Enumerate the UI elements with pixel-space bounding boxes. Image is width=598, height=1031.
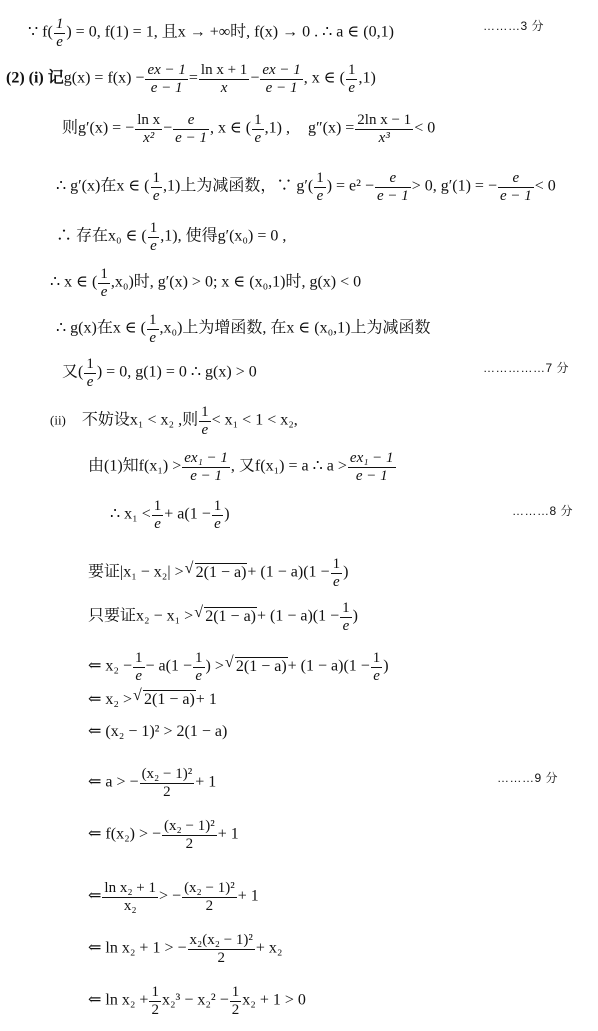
fraction	[314, 170, 326, 204]
numerator: 1	[342, 600, 350, 616]
sqrt	[226, 657, 288, 675]
line-17	[88, 766, 216, 800]
text: )	[224, 505, 230, 523]
fraction	[145, 62, 187, 96]
denominator: e	[316, 187, 324, 204]
fraction	[182, 450, 230, 484]
line-6	[50, 266, 361, 300]
fraction	[348, 450, 396, 484]
text: ) = 0, f(1) = 1, 且x → +∞时, f(x) → 0 . ∴ a ∈ (0,1)	[66, 23, 394, 41]
line-4	[56, 170, 556, 204]
text: ,1)上为减函数，∵ g′(	[163, 177, 314, 195]
text: x₂ + 1 > 0	[242, 991, 306, 1009]
radicand: 2(1 − a)	[235, 657, 287, 675]
numerator: 1	[347, 62, 356, 78]
line-7	[56, 312, 431, 346]
numerator: 1	[195, 650, 203, 666]
fraction	[375, 170, 411, 204]
text: ∴ x ∈ (	[50, 273, 98, 291]
fraction	[212, 498, 224, 532]
denominator: 2	[185, 835, 194, 852]
text: )	[352, 607, 358, 625]
line-1	[28, 16, 394, 50]
fraction	[102, 880, 158, 914]
fraction	[54, 16, 66, 50]
line-9	[50, 404, 298, 438]
text: ,x₀)上为增函数, 在x ∈ (x₀,1)上为减函数	[159, 319, 431, 337]
fraction	[188, 932, 255, 966]
denominator: x²	[143, 129, 155, 146]
text: g″(x) =	[307, 119, 355, 137]
text: ⇐ ln x₂ + 1 > −	[88, 939, 187, 957]
numerator: ln x	[137, 112, 161, 128]
section-label: (2) (i) 记	[6, 69, 64, 87]
denominator: e	[149, 329, 157, 346]
denominator: e − 1	[499, 187, 532, 204]
denominator: e	[342, 617, 350, 634]
radicand: 2(1 − a)	[205, 607, 256, 625]
numerator: 1	[152, 170, 161, 186]
line-8	[62, 356, 257, 390]
denominator: e − 1	[175, 129, 207, 146]
text: 只要证x₂ − x₁ >	[88, 607, 194, 625]
fraction	[340, 600, 352, 634]
numerator: ex − 1	[262, 62, 301, 78]
denominator: e − 1	[190, 467, 222, 484]
text: )	[383, 657, 389, 675]
numerator: e	[375, 170, 411, 188]
numerator: e	[498, 170, 534, 188]
denominator: e	[135, 667, 143, 684]
score-mark-7: ……………7 分	[483, 361, 570, 375]
numerator: 2ln x − 1	[357, 112, 412, 128]
numerator: ln x₂ + 1	[104, 880, 157, 896]
denominator: e	[56, 33, 63, 50]
numerator: (x₂ − 1)²	[141, 766, 193, 782]
fraction	[331, 556, 343, 590]
text: ∴ g(x)在x ∈ (	[56, 319, 147, 337]
text: ) >	[205, 657, 224, 675]
line-13	[88, 600, 358, 634]
fraction	[346, 62, 358, 96]
text: ⇐ ln x₂ +	[88, 991, 149, 1009]
denominator: e	[348, 79, 356, 96]
numerator: ex − 1	[147, 62, 186, 78]
numerator: 1	[149, 220, 158, 236]
text: x₂³ − x₂² −	[161, 991, 229, 1009]
fraction	[151, 170, 163, 204]
denominator: 2	[163, 783, 171, 800]
numerator: 1	[254, 112, 262, 128]
denominator: x₂	[123, 897, 137, 914]
fraction	[84, 356, 96, 390]
line-14	[88, 650, 389, 684]
denominator: x³	[378, 129, 390, 146]
text: 又(	[62, 363, 84, 381]
fraction	[162, 818, 217, 852]
numerator: x₂(x₂ − 1)²	[189, 932, 253, 948]
numerator: 1	[316, 170, 324, 186]
text: 则g′(x) = −	[62, 119, 135, 137]
denominator: e − 1	[355, 467, 388, 484]
text: ⇐ x₂ −	[88, 657, 133, 675]
denominator: e	[150, 237, 157, 254]
denominator: e	[195, 667, 203, 684]
text: < 0	[534, 177, 556, 195]
text: + 1	[195, 773, 217, 791]
text: =	[188, 69, 198, 87]
text: < 0	[414, 119, 436, 137]
sqrt	[195, 607, 257, 625]
subsection-label: (ii)	[50, 412, 66, 428]
numerator: ex₁ − 1	[349, 450, 394, 466]
text: g(x) = f(x) −	[63, 69, 145, 87]
fraction	[147, 312, 159, 346]
text: ,x₀)时, g′(x) > 0; x ∈ (x₀,1)时, g(x) < 0	[110, 273, 362, 291]
numerator: 1	[153, 498, 162, 514]
numerator: 1	[372, 650, 381, 666]
fraction	[498, 170, 534, 204]
fraction	[230, 984, 242, 1018]
text: ⇐ x₂ >	[88, 691, 133, 708]
line-19	[88, 880, 259, 914]
numerator: (x₂ − 1)²	[184, 880, 235, 896]
numerator: 1	[149, 312, 157, 328]
score-mark-9: ………9 分	[497, 771, 559, 785]
fraction	[252, 112, 264, 146]
text: 要证|x₁ − x₂| >	[88, 563, 184, 581]
text: + 1	[195, 691, 217, 708]
line-5	[56, 220, 286, 254]
numerator: ex₁ − 1	[184, 450, 228, 466]
fraction	[140, 766, 195, 800]
text: ,1)	[358, 69, 376, 87]
numerator: 1	[151, 984, 159, 1000]
denominator: e	[254, 129, 262, 146]
text: ∴ g′(x)在x ∈ (	[56, 177, 150, 195]
fraction	[355, 112, 413, 146]
line-20	[88, 932, 283, 966]
fraction	[135, 112, 162, 146]
line-2	[6, 62, 376, 96]
denominator: 2	[151, 1001, 159, 1018]
denominator: e − 1	[376, 187, 409, 204]
text: ,1) ,	[264, 119, 290, 137]
text: ∵ f(	[28, 23, 53, 41]
text: ∴ x₁ <	[110, 505, 151, 523]
fraction	[173, 112, 209, 146]
denominator: e	[152, 187, 160, 204]
fraction	[148, 220, 160, 254]
text: ⇐ a > −	[88, 773, 139, 791]
text: ) = 0, g(1) = 0 ∴ g(x) > 0	[96, 363, 257, 381]
numerator: ln x + 1	[200, 62, 248, 78]
denominator: e	[373, 667, 380, 684]
numerator: e	[173, 112, 209, 130]
text: 不妨设x₁ < x₂ ,则	[81, 411, 199, 429]
numerator: 1	[332, 556, 341, 572]
radicand: 2(1 − a)	[195, 563, 247, 581]
text: ⇐ f(x₂) > −	[88, 825, 162, 843]
text: + 1	[217, 825, 239, 843]
denominator: e	[214, 515, 221, 532]
text: )	[343, 563, 349, 581]
sqrt	[134, 690, 196, 708]
denominator: x	[220, 79, 228, 96]
numerator: 1	[100, 266, 108, 282]
numerator: 1	[55, 16, 64, 32]
denominator: e	[201, 421, 209, 438]
fraction	[199, 404, 211, 438]
line-12	[88, 556, 348, 590]
text: − a(1 −	[145, 657, 192, 675]
text: + x₂	[255, 939, 283, 957]
radicand: 2(1 − a)	[144, 691, 195, 708]
fraction	[149, 984, 161, 1018]
text: −	[250, 69, 260, 87]
denominator: 2	[205, 897, 214, 914]
numerator: 1	[213, 498, 222, 514]
text: > 0, g′(1) = −	[411, 177, 497, 195]
fraction	[152, 498, 164, 532]
text: ∴ 存在x₀ ∈ (	[56, 227, 147, 245]
denominator: e	[86, 373, 94, 390]
numerator: 1	[135, 650, 143, 666]
text: + (1 − a)(1 −	[257, 607, 340, 625]
text: ⇐	[88, 887, 102, 905]
score-mark-3: ………3 分	[483, 19, 545, 33]
line-16: ⇐ (x₂ − 1)² > 2(1 − a)	[88, 723, 228, 740]
score-mark-8: ………8 分	[512, 504, 574, 518]
text: , 又f(x₁) = a ∴ a >	[230, 457, 347, 475]
denominator: 2	[231, 1001, 240, 1018]
line-11	[110, 498, 230, 532]
fraction	[193, 650, 205, 684]
text: + a(1 −	[164, 505, 211, 523]
line-3	[62, 112, 435, 146]
fraction	[133, 650, 145, 684]
text: + (1 − a)(1 −	[247, 563, 330, 581]
denominator: 2	[217, 949, 225, 966]
line-21	[88, 984, 306, 1018]
text: , x ∈ (	[209, 119, 252, 137]
denominator: e − 1	[265, 79, 298, 96]
denominator: e − 1	[150, 79, 183, 96]
denominator: e	[154, 515, 161, 532]
text: > −	[159, 887, 182, 905]
text: , x ∈ (	[303, 69, 345, 87]
fraction	[199, 62, 249, 96]
text: 由(1)知f(x₁) >	[88, 457, 182, 475]
denominator: e	[332, 573, 340, 590]
text: < x₁ < 1 < x₂,	[211, 411, 298, 429]
sqrt	[186, 563, 248, 581]
text: ) = e² −	[326, 177, 374, 195]
fraction	[182, 880, 237, 914]
text: −	[163, 119, 173, 137]
line-18	[88, 818, 239, 852]
line-10	[88, 450, 397, 484]
fraction	[98, 266, 110, 300]
numerator: 1	[86, 356, 94, 372]
text: + 1	[237, 887, 259, 905]
numerator: (x₂ − 1)²	[164, 818, 215, 834]
fraction	[260, 62, 302, 96]
fraction	[371, 650, 383, 684]
denominator: e	[100, 283, 108, 300]
text: ,1), 使得g′(x₀) = 0 ,	[160, 227, 287, 245]
line-15	[88, 690, 217, 708]
text: + (1 − a)(1 −	[287, 657, 370, 675]
numerator: 1	[231, 984, 240, 1000]
numerator: 1	[201, 404, 209, 420]
